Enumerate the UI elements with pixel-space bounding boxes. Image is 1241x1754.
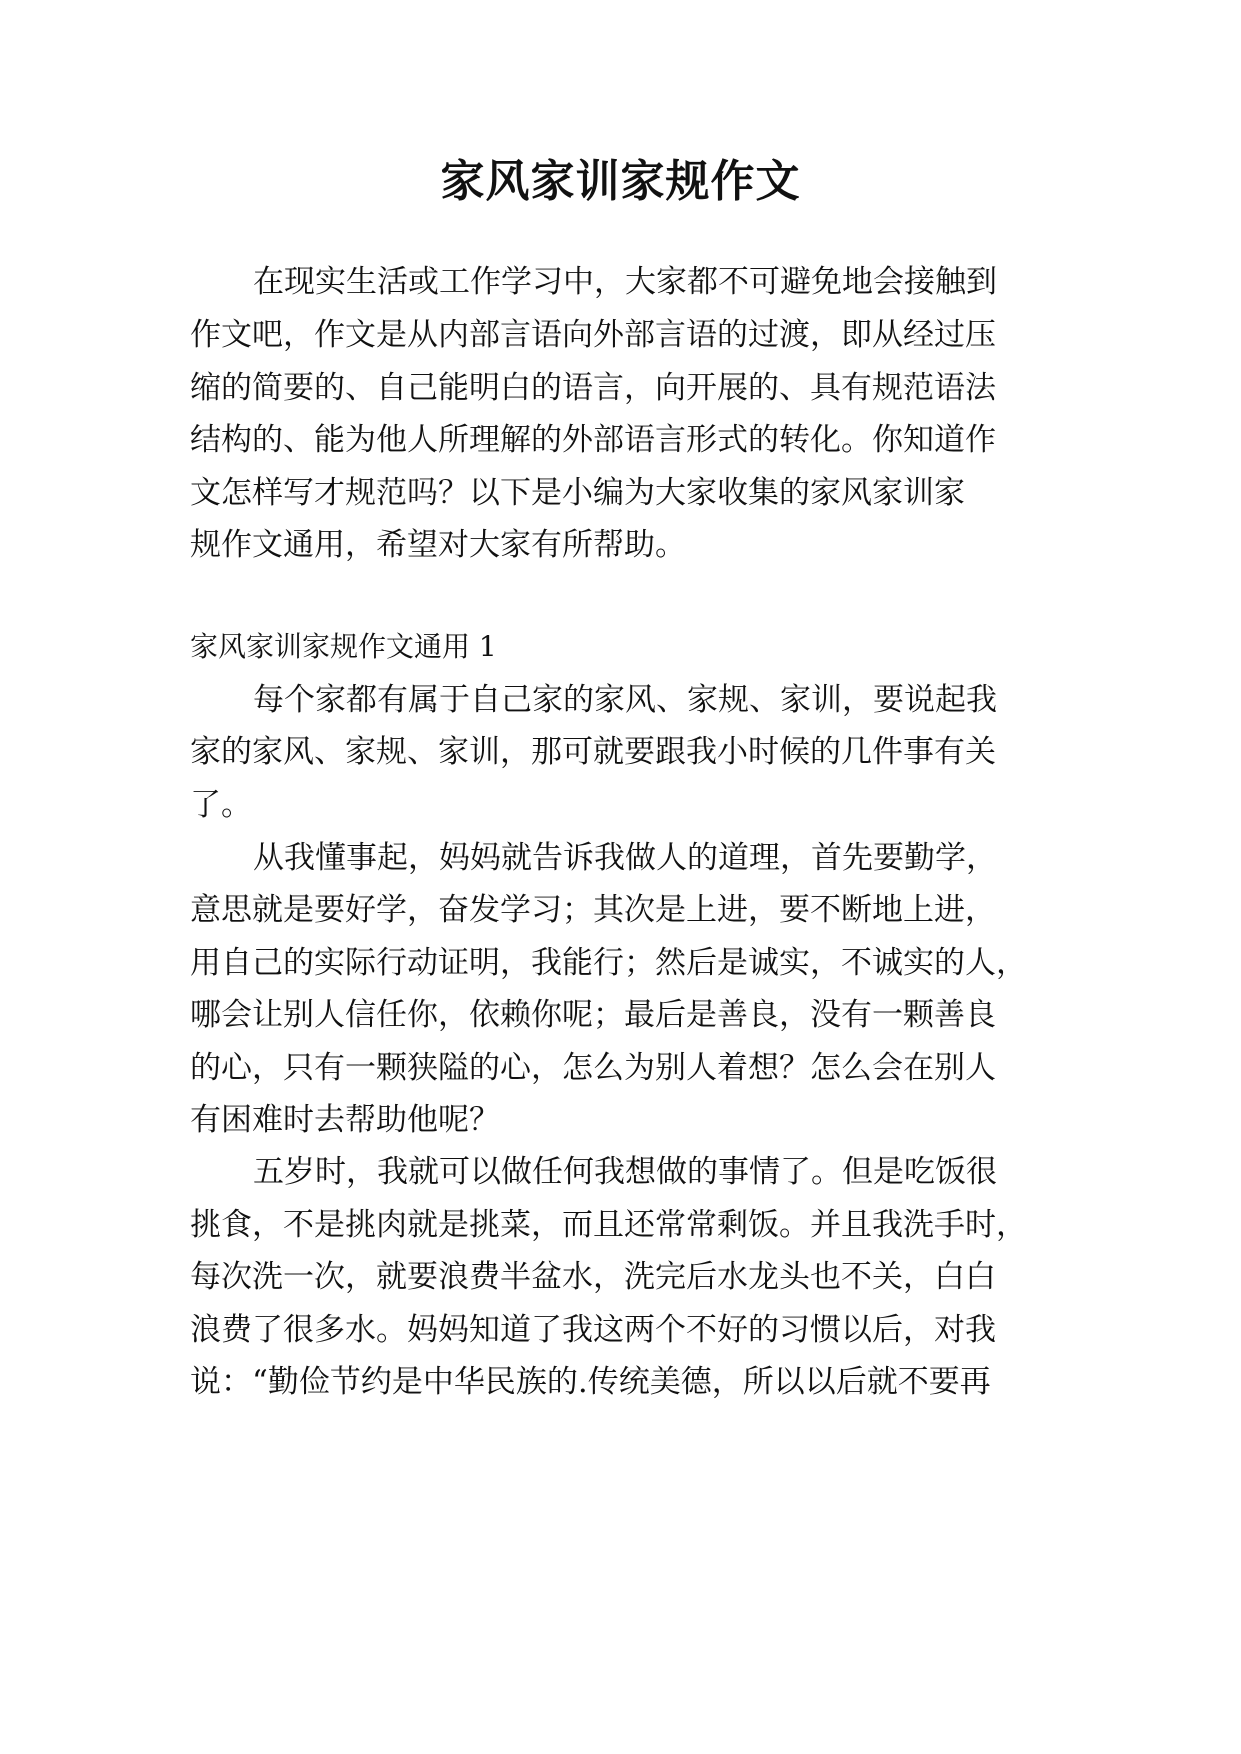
paragraph-line: 每个家都有属于自己家的家风、家规、家训，要说起我 [253, 682, 997, 718]
paragraph-line: 有困难时去帮助他呢？ [190, 1102, 500, 1138]
paragraph-line: 用自己的实际行动证明，我能行；然后是诚实，不诚实的人， [190, 945, 1027, 981]
paragraph-line: 浪费了很多水。妈妈知道了我这两个不好的习惯以后，对我 [190, 1312, 996, 1348]
document-title: 家风家训家规作文 [440, 156, 801, 207]
paragraph-line: 了。 [190, 787, 252, 823]
intro-line: 规作文通用，希望对大家有所帮助。 [190, 527, 686, 563]
intro-line: 在现实生活或工作学习中，大家都不可避免地会接触到 [253, 264, 997, 300]
paragraph-line: 五岁时，我就可以做任何我想做的事情了。但是吃饭很 [253, 1154, 997, 1190]
paragraph-line: 家的家风、家规、家训，那可就要跟我小时候的几件事有关 [190, 734, 996, 770]
intro-line: 文怎样写才规范吗？以下是小编为大家收集的家风家训家 [190, 475, 965, 511]
paragraph-line: 挑食，不是挑肉就是挑菜，而且还常常剩饭。并且我洗手时， [190, 1207, 1027, 1243]
paragraph-line: 的心，只有一颗狭隘的心，怎么为别人着想？怎么会在别人 [190, 1050, 996, 1086]
paragraph-line: 每次洗一次，就要浪费半盆水，洗完后水龙头也不关，白白 [190, 1259, 996, 1295]
intro-line: 缩的简要的、自己能明白的语言，向开展的、具有规范语法 [190, 370, 996, 406]
paragraph-line: 哪会让别人信任你，依赖你呢；最后是善良，没有一颗善良 [190, 997, 996, 1033]
paragraph-line: 意思就是要好学，奋发学习；其次是上进，要不断地上进， [190, 892, 996, 928]
paragraph-line: 说：“勤俭节约是中华民族的.传统美德，所以以后就不要再 [190, 1364, 991, 1400]
paragraph-line: 从我懂事起，妈妈就告诉我做人的道理，首先要勤学， [253, 840, 997, 876]
intro-line: 结构的、能为他人所理解的外部语言形式的转化。你知道作 [190, 422, 996, 458]
intro-line: 作文吧，作文是从内部言语向外部言语的过渡，即从经过压 [190, 317, 996, 353]
section-heading: 家风家训家规作文通用 1 [190, 630, 497, 663]
